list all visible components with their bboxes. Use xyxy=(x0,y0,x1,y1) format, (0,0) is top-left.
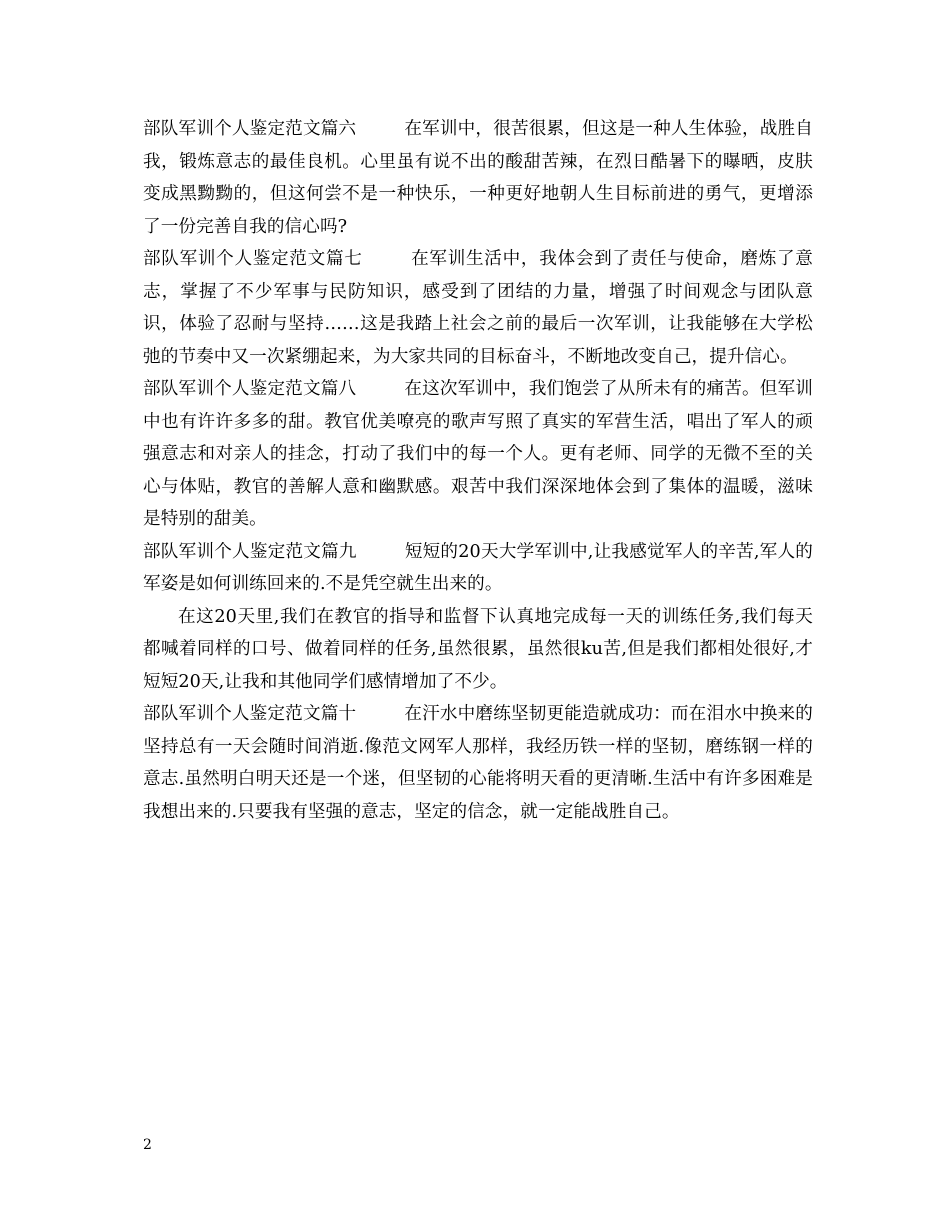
section-text: 在汗水中磨练坚韧更能造就成功：而在泪水中换来的坚持总有一天会随时间消逝.像范文网军人那样，我经历铁一样的坚韧，磨练钢一样的意志.虽然明白明天还是一个迷，但坚韧的心能将明天看的更清晰.生活中有许多困难是我想出来的.只要我有坚强的意志，坚定的信念，就一定能战胜自己。 xyxy=(143,704,814,822)
section-text: 短短的20天大学军训中,让我感觉军人的辛苦,军人的军姿是如何训练回来的.不是凭空就生出来的。 xyxy=(143,541,813,594)
paragraph-section-10 xyxy=(143,698,813,828)
paragraph-section-9 xyxy=(143,536,813,601)
page-number: 2 xyxy=(143,1137,152,1153)
section-heading: 部队军训个人鉴定范文篇七 xyxy=(143,249,363,269)
section-text: 在这次军训中，我们饱尝了从所未有的痛苦。但军训中也有许许多多的甜。教官优美嘹亮的歌声写照了真实的军营生活，唱出了军人的顽强意志和对亲人的挂念，打动了我们中的每一个人。更有老师、同学的无微不至的关心与体贴，教官的善解人意和幽默感。艰苦中我们深深地体会到了集体的温暖，滋味是特别的甜美。 xyxy=(143,379,814,529)
paragraph-section-7 xyxy=(143,243,813,373)
section-heading: 部队军训个人鉴定范文篇十 xyxy=(143,704,357,724)
section-text: 在军训中，很苦很累，但这是一种人生体验，战胜自我，锻炼意志的最佳良机。心里虽有说不出的酸甜苦辣，在烈日酷暑下的曝晒，皮肤变成黑黝黝的，但这何尝不是一种快乐，一种更好地朝人生目标前进的勇气，更增添了一份完善自我的信心吗? xyxy=(143,119,814,237)
paragraph-section-6 xyxy=(143,113,813,243)
paragraph-section-8 xyxy=(143,373,813,536)
section-text: 在军训生活中，我体会到了责任与使命，磨炼了意志，掌握了不少军事与民防知识，感受到了团结的力量，增强了时间观念与团队意识，体验了忍耐与坚持……这是我踏上社会之前的最后一次军训，让我能够在大学松弛的节奏中又一次紧绷起来，为大家共同的目标奋斗，不断地改变自己，提升信心。 xyxy=(143,249,814,367)
section-heading: 部队军训个人鉴定范文篇八 xyxy=(143,379,357,399)
paragraph-section-9-continued xyxy=(143,601,813,699)
document-body xyxy=(143,113,813,828)
section-heading: 部队军训个人鉴定范文篇九 xyxy=(143,541,357,562)
section-heading: 部队军训个人鉴定范文篇六 xyxy=(143,119,357,139)
section-text: 在这20天里,我们在教官的指导和监督下认真地完成每一天的训练任务,我们每天都喊着同样的口号、做着同样的任务,虽然很累，虽然很ku苦,但是我们都相处很好,才短短20天,让我和其他同学们感情增加了不少。 xyxy=(143,606,813,692)
